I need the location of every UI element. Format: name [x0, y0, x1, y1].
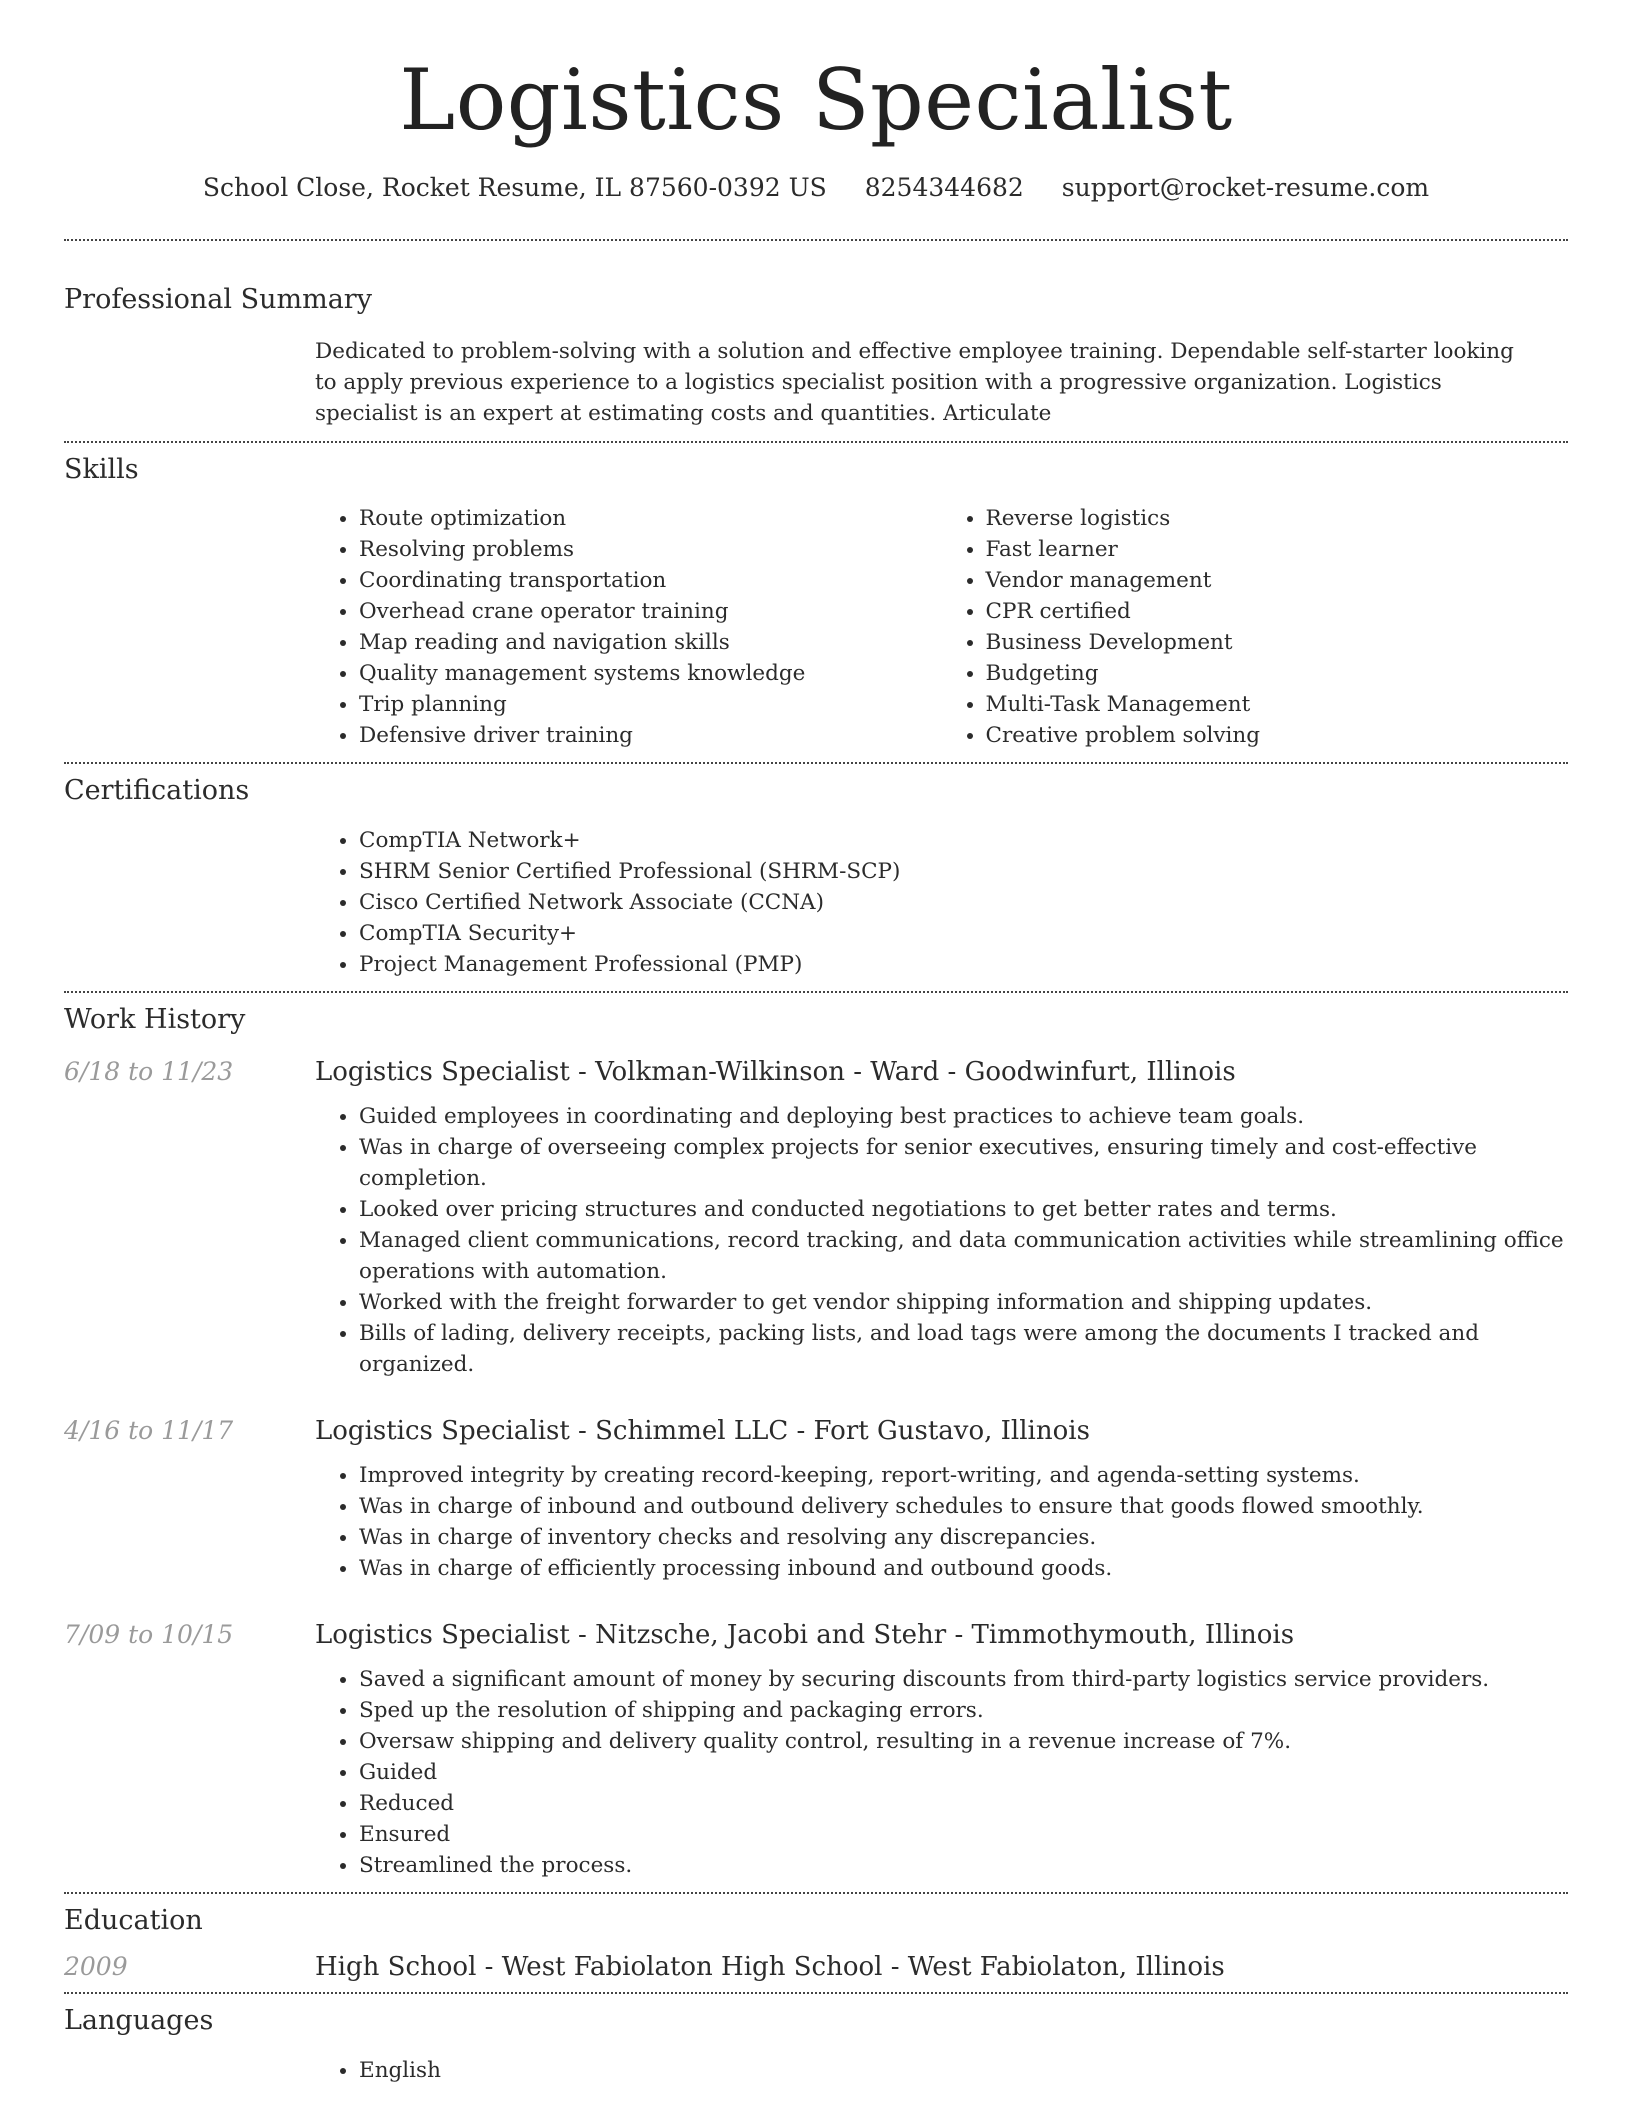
job-bullet: • Looked over pricing structures and conducted negotiations to get better rates and terms.: [359, 1194, 1568, 1225]
job-bullet: • Bills of lading, delivery receipts, packing lists, and load tags were among the documents I tracked and organized.: [359, 1318, 1568, 1380]
skill-item: • Resolving problems: [359, 534, 942, 565]
job-header: [64, 1057, 1568, 1087]
job-entry: [64, 1057, 1568, 1380]
skill-item: • Map reading and navigation skills: [359, 627, 942, 658]
job-bullet: • Was in charge of efficiently processing inbound and outbound goods.: [359, 1553, 1568, 1584]
job-bullet: • Was in charge of overseeing complex projects for senior executives, ensuring timely and cost-effective completion.: [359, 1132, 1568, 1194]
section-title-skills: Skills: [64, 453, 139, 485]
contact-address: School Close, Rocket Resume, IL 87560-0392 US: [202, 173, 827, 202]
job-bullet: • Was in charge of inventory checks and resolving any discrepancies.: [359, 1522, 1568, 1553]
resume-page: [64, 0, 1568, 2086]
skill-item: • Multi-Task Management: [986, 689, 1569, 720]
job-bullets: [315, 1460, 1568, 1584]
certification-item: • SHRM Senior Certified Professional (SHRM-SCP): [359, 856, 1568, 887]
skill-item: • Reverse logistics: [986, 503, 1569, 534]
skill-item: • Defensive driver training: [359, 720, 942, 751]
job-dates: 7/09 to 10/15: [64, 1620, 234, 1650]
certifications-list: [315, 825, 1568, 980]
divider: [64, 1892, 1568, 1894]
job-bullet: • Was in charge of inbound and outbound delivery schedules to ensure that goods flowed smoothly.: [359, 1491, 1568, 1522]
skill-item: • Overhead crane operator training: [359, 596, 942, 627]
certification-item: • Project Management Professional (PMP): [359, 949, 1568, 980]
skill-item: • Fast learner: [986, 534, 1569, 565]
job-bullet: • Streamlined the process.: [359, 1850, 1568, 1881]
job-dates: 6/18 to 11/23: [64, 1057, 234, 1087]
job-dates: 4/16 to 11/17: [64, 1416, 234, 1446]
certification-item: • CompTIA Security+: [359, 918, 1568, 949]
language-item: • English: [359, 2055, 1568, 2086]
job-heading: Logistics Specialist - Schimmel LLC - Fort Gustavo, Illinois: [315, 1416, 1090, 1447]
contact-email: support@rocket-resume.com: [1061, 173, 1430, 202]
education-heading: High School - West Fabiolaton High School - West Fabiolaton, Illinois: [315, 1952, 1225, 1983]
job-heading: Logistics Specialist - Nitzsche, Jacobi and Stehr - Timmothymouth, Illinois: [315, 1620, 1295, 1651]
section-title-education: Education: [64, 1905, 203, 1937]
resume-name: Logistics Specialist: [399, 51, 1233, 149]
certification-item: • Cisco Certified Network Associate (CCNA): [359, 887, 1568, 918]
job-bullet-list: [315, 1101, 1568, 1380]
job-bullet: • Reduced: [359, 1788, 1568, 1819]
work-history: [64, 1057, 1568, 1881]
job-heading: Logistics Specialist - Volkman-Wilkinson - Ward - Goodwinfurt, Illinois: [315, 1057, 1236, 1088]
section-title-certifications: Certifications: [64, 775, 250, 807]
job-bullet: • Managed client communications, record tracking, and data communication activities while streamlining office operations with automation.: [359, 1225, 1568, 1287]
skill-item: • Trip planning: [359, 689, 942, 720]
job-bullet: • Improved integrity by creating record-keeping, report-writing, and agenda-setting systems.: [359, 1460, 1568, 1491]
section-title-summary: Professional Summary: [64, 283, 372, 315]
skill-item: • Vendor management: [986, 565, 1569, 596]
job-header: [64, 1620, 1568, 1650]
job-entry: [64, 1416, 1568, 1584]
job-bullet: • Sped up the resolution of shipping and packaging errors.: [359, 1695, 1568, 1726]
job-header: [64, 1416, 1568, 1446]
certifications-items: [315, 825, 1568, 980]
job-entry: [64, 1620, 1568, 1881]
job-bullet-list: [315, 1664, 1568, 1881]
job-bullet: • Worked with the freight forwarder to get vendor shipping information and shipping updates.: [359, 1287, 1568, 1318]
section-title-languages: Languages: [64, 2005, 214, 2037]
skill-item: • Quality management systems knowledge: [359, 658, 942, 689]
skill-item: • Creative problem solving: [986, 720, 1569, 751]
divider: [64, 762, 1568, 764]
skill-item: • Coordinating transportation: [359, 565, 942, 596]
languages-items: [315, 2055, 1568, 2086]
languages-list: [315, 2055, 1568, 2086]
skill-item: • CPR certified: [986, 596, 1569, 627]
education-entry: [64, 1952, 1568, 1982]
job-bullet: • Guided: [359, 1757, 1568, 1788]
contact-line: [64, 172, 1568, 205]
skills-column-left: [315, 503, 942, 751]
certification-item: • CompTIA Network+: [359, 825, 1568, 856]
job-bullets: [315, 1664, 1568, 1881]
skill-item: • Route optimization: [359, 503, 942, 534]
summary-text: Dedicated to problem-solving with a solution and effective employee training. Dependable self-starter looking to apply previous experience to a logistics specialist position with a progressive organization. Logistics specialist is an expert at estimating costs and quantities. Articulate: [315, 338, 1514, 426]
skills-list: [315, 503, 1568, 751]
divider: [64, 1992, 1568, 1994]
section-title-work: Work History: [64, 1003, 246, 1035]
skills-column-right: [942, 503, 1569, 751]
job-bullet: • Saved a significant amount of money by securing discounts from third-party logistics service providers.: [359, 1664, 1568, 1695]
divider: [64, 441, 1568, 443]
divider: [64, 239, 1568, 241]
education-year: 2009: [64, 1952, 128, 1982]
contact-phone: 8254344682: [864, 173, 1024, 202]
skill-item: • Business Development: [986, 627, 1569, 658]
divider: [64, 991, 1568, 993]
job-bullet: • Guided employees in coordinating and deploying best practices to achieve team goals.: [359, 1101, 1568, 1132]
job-bullets: [315, 1101, 1568, 1380]
job-bullet-list: [315, 1460, 1568, 1584]
job-bullet: • Ensured: [359, 1819, 1568, 1850]
skill-item: • Budgeting: [986, 658, 1569, 689]
job-bullet: • Oversaw shipping and delivery quality control, resulting in a revenue increase of 7%.: [359, 1726, 1568, 1757]
